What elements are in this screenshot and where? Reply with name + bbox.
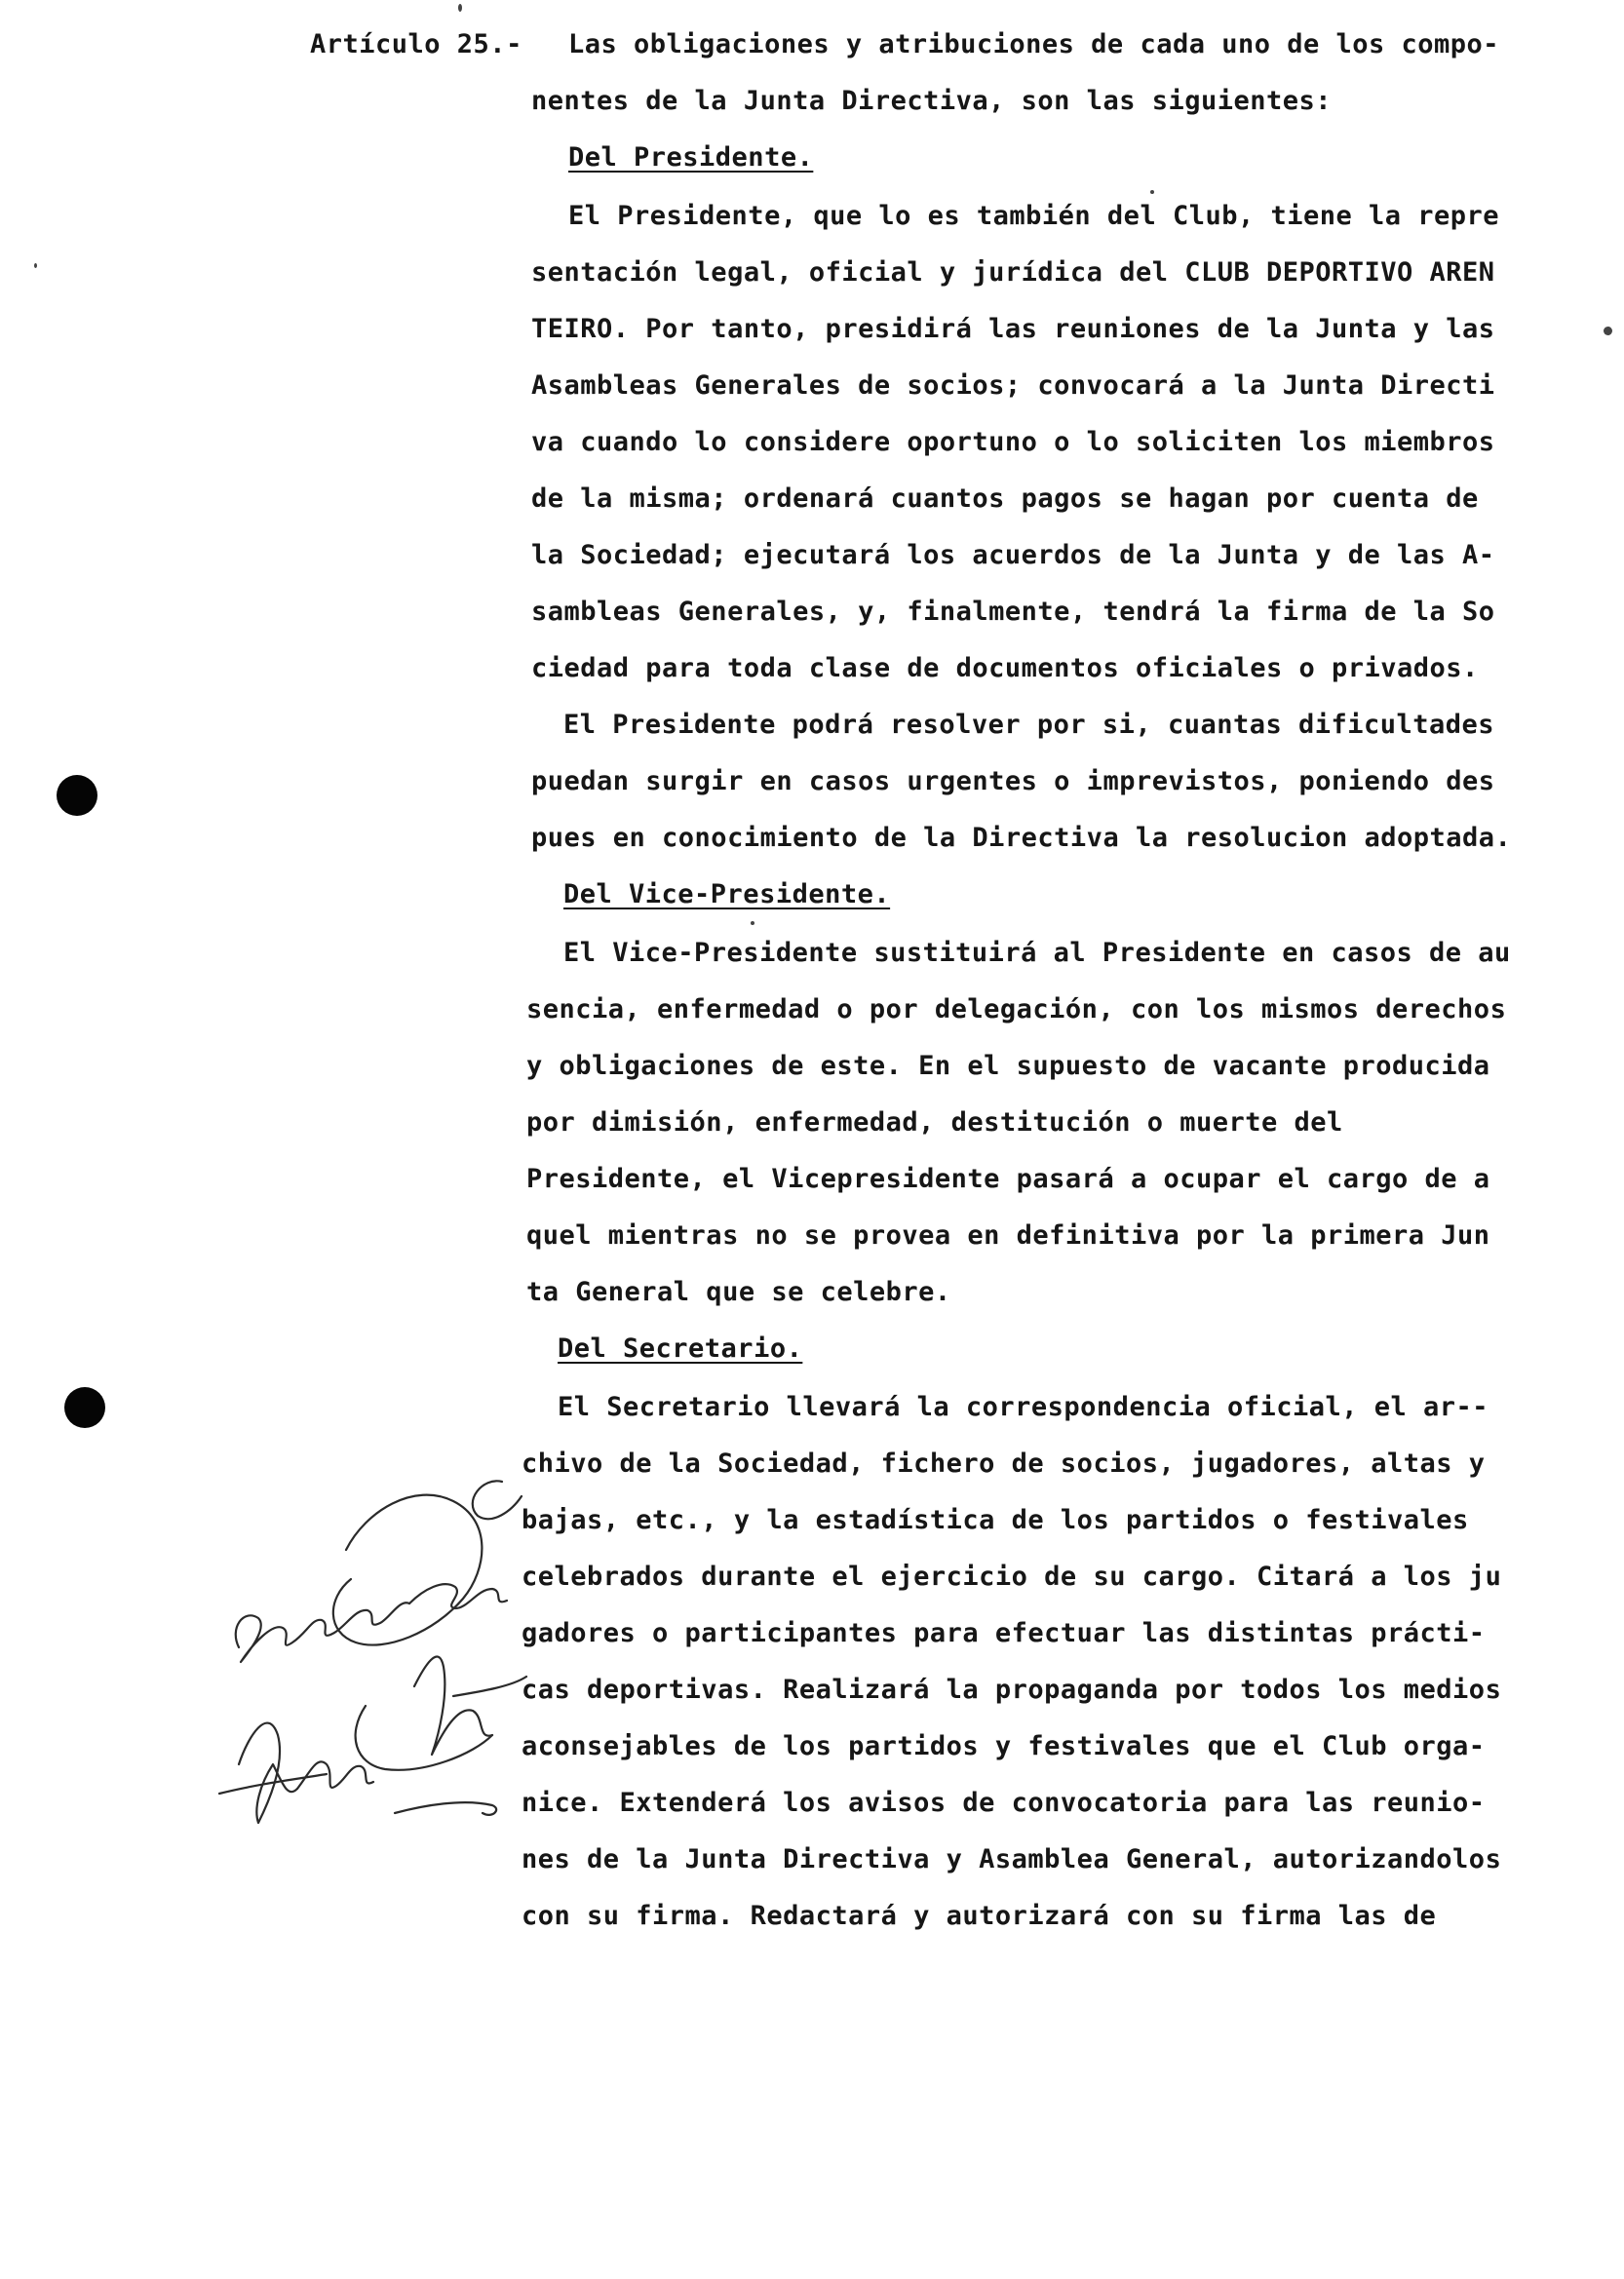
text-line: ciedad para toda clase de documentos oficiales o privados. [531, 653, 1479, 683]
text-line: El Secretario llevará la correspondencia oficial, el ar-- [558, 1392, 1489, 1422]
section-heading-secretario: Del Secretario. [558, 1333, 803, 1364]
text-line: sambleas Generales, y, finalmente, tendrá la firma de la So [531, 597, 1495, 627]
text-line: nentes de la Junta Directiva, son las siguientes: [531, 86, 1333, 116]
text-line: bajas, etc., y la estadística de los partidos o festivales [522, 1505, 1469, 1535]
scan-speck [751, 921, 754, 925]
text-line: chivo de la Sociedad, fichero de socios, jugadores, altas y [522, 1449, 1486, 1479]
section-heading-vice-presidente: Del Vice-Presidente. [563, 879, 891, 909]
scan-speck [1150, 190, 1154, 194]
article-label: Artículo 25.- [310, 29, 522, 59]
text-line: El Presidente, que lo es también del Club, tiene la repre [568, 201, 1500, 231]
text-line: nes de la Junta Directiva y Asamblea General, autorizandolos [522, 1844, 1502, 1874]
text-line: de la misma; ordenará cuantos pagos se hagan por cuenta de [531, 483, 1479, 514]
text-line: ta General que se celebre. [526, 1277, 951, 1307]
handwritten-signature [200, 1443, 531, 1881]
text-line: aconsejables de los partidos y festivales que el Club orga- [522, 1731, 1486, 1761]
text-line: va cuando lo considere oportuno o lo soliciten los miembros [531, 427, 1495, 457]
scan-speck [458, 4, 462, 12]
text-line: TEIRO. Por tanto, presidirá las reuniones de la Junta y las [531, 314, 1495, 344]
text-line: puedan surgir en casos urgentes o imprevistos, poniendo des [531, 766, 1495, 796]
text-line: quel mientras no se provea en definitiva por la primera Jun [526, 1220, 1490, 1251]
text-line: El Vice-Presidente sustituirá al Presidente en casos de au [563, 938, 1511, 968]
text-line: con su firma. Redactará y autorizará con su firma las de [522, 1901, 1437, 1931]
punch-hole-top [57, 775, 97, 816]
text-line: cas deportivas. Realizará la propaganda por todos los medios [522, 1675, 1502, 1705]
text-line: sentación legal, oficial y jurídica del CLUB DEPORTIVO AREN [531, 257, 1495, 288]
text-line: nice. Extenderá los avisos de convocatoria para las reunio- [522, 1788, 1486, 1818]
text-line: y obligaciones de este. En el supuesto de vacante producida [526, 1051, 1490, 1081]
scan-speck [34, 263, 37, 268]
text-line: sencia, enfermedad o por delegación, con los mismos derechos [526, 994, 1507, 1024]
text-line: Presidente, el Vicepresidente pasará a ocupar el cargo de a [526, 1164, 1490, 1194]
text-line: por dimisión, enfermedad, destitución o muerte del [526, 1107, 1343, 1138]
punch-hole-bottom [64, 1387, 105, 1428]
text-line: Las obligaciones y atribuciones de cada uno de los compo- [568, 29, 1500, 59]
text-line: pues en conocimiento de la Directiva la resolucion adoptada. [531, 823, 1512, 853]
text-line: gadores o participantes para efectuar las distintas prácti- [522, 1618, 1486, 1648]
text-line: celebrados durante el ejercicio de su cargo. Citará a los ju [522, 1562, 1502, 1592]
scan-speck [1604, 327, 1612, 335]
section-heading-presidente: Del Presidente. [568, 142, 814, 173]
text-line: El Presidente podrá resolver por si, cuantas dificultades [563, 710, 1495, 740]
text-line: Asambleas Generales de socios; convocará a la Junta Directi [531, 370, 1495, 401]
text-line: la Sociedad; ejecutará los acuerdos de la Junta y de las A- [531, 540, 1495, 570]
